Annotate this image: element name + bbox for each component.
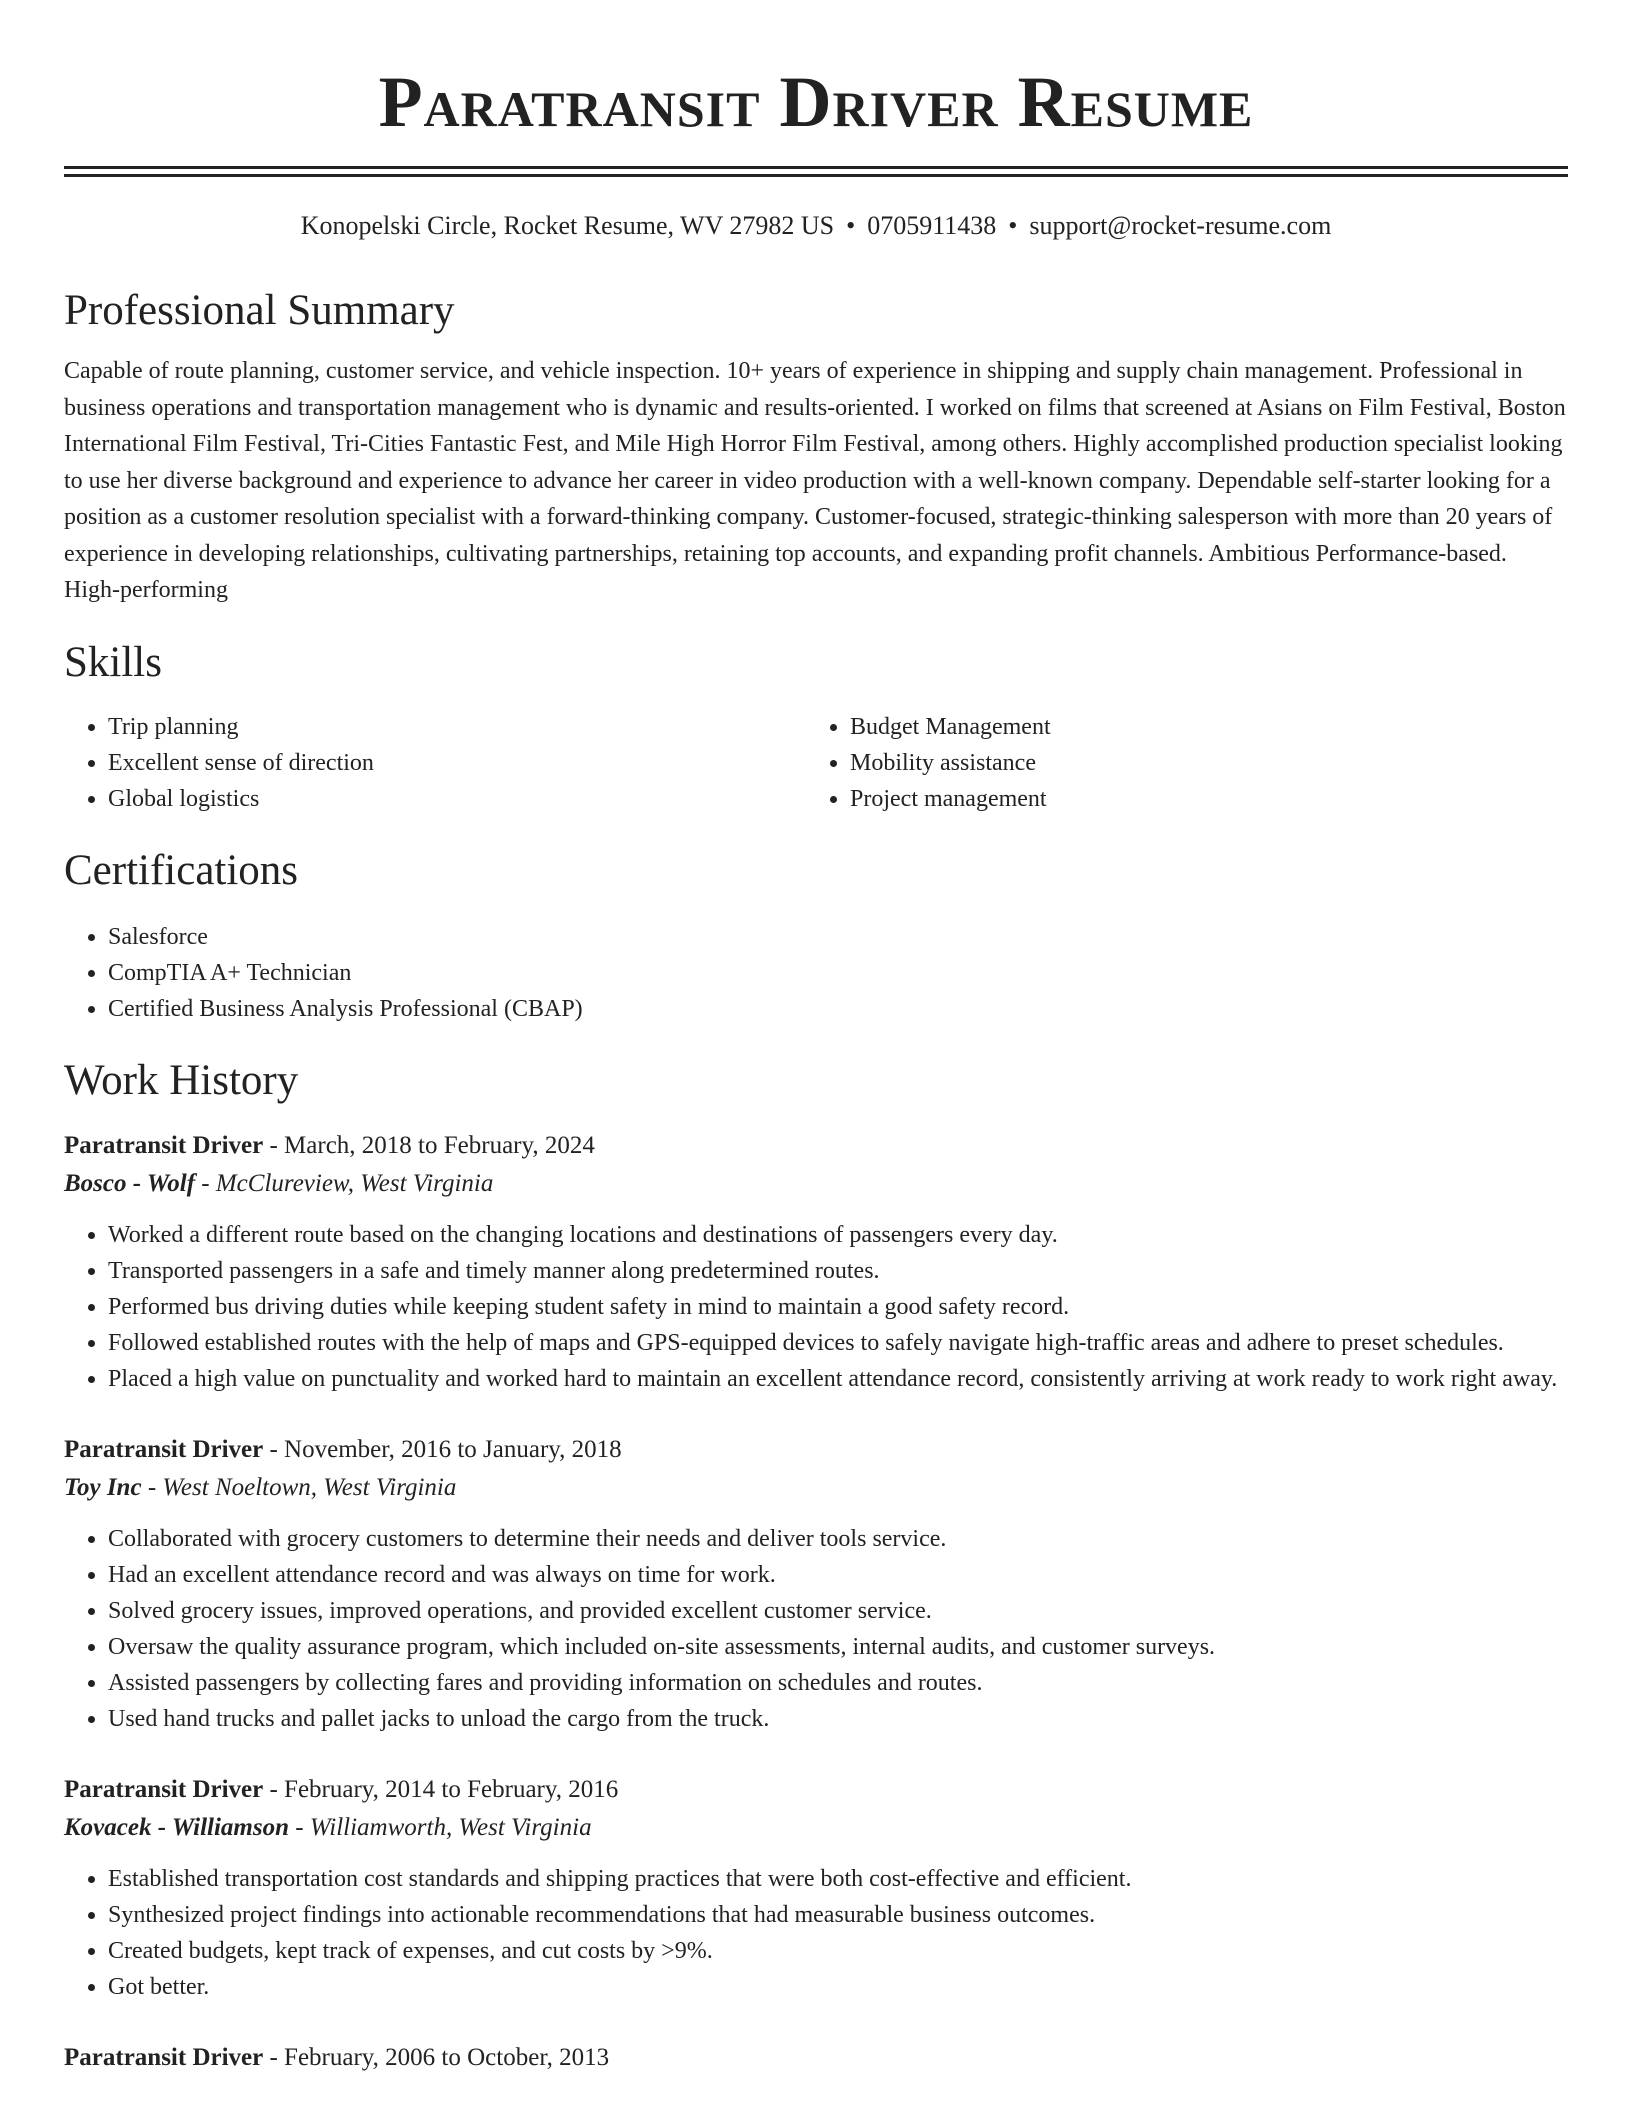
job-duty: • Placed a high value on punctuality and worked hard to maintain an excellent attendance record, consistently arriving at work ready to work right away. <box>108 1361 1568 1397</box>
contact-address: Konopelski Circle, Rocket Resume, WV 27982 US <box>300 211 835 240</box>
summary-text: Capable of route planning, customer service, and vehicle inspection. 10+ years of experience in shipping and supply chain management. Professional in business operations and transportation management who is dynamic and results-oriented. I worked on films that screened at Asians on Film Festival, Boston International Film Festival, Tri-Cities Fantastic Fest, and Mile High Horror Film Festival, among others. Highly accomplished production specialist looking to use her diverse background and experience to advance her career in video production with a well-known company. Dependable self-starter looking for a position as a customer resolution specialist with a forward-thinking company. Customer-focused, strategic-thinking salesperson with more than 20 years of experience in developing relationships, cultivating partnerships, retaining top accounts, and expanding profit channels. Ambitious Performance-based. High-performing <box>64 358 1566 603</box>
job-duty: • Solved grocery issues, improved operations, and provided excellent customer service. <box>108 1593 1568 1629</box>
skill-item: • Trip planning <box>108 709 806 745</box>
certifications-list <box>64 919 1568 1027</box>
skill-item: • Mobility assistance <box>850 745 1548 781</box>
job-company-line <box>64 1809 1568 1847</box>
skill-item: • Project management <box>850 781 1548 817</box>
contact-email[interactable]: support@rocket-resume.com <box>1029 211 1332 240</box>
job-location: - West Noeltown, West Virginia <box>141 1473 457 1501</box>
certification-item: • Certified Business Analysis Professional (CBAP) <box>108 991 1568 1027</box>
job-duty: • Collaborated with grocery customers to determine their needs and deliver tools service. <box>108 1521 1568 1557</box>
job-duty: • Performed bus driving duties while keeping student safety in mind to maintain a good safety record. <box>108 1289 1568 1325</box>
skill-item: • Global logistics <box>108 781 806 817</box>
contact-separator: • <box>846 211 856 240</box>
page-title: Paratransit Driver Resume <box>378 62 1254 142</box>
job-duties <box>64 1521 1568 1737</box>
contact-phone: 0705911438 <box>867 211 997 240</box>
skills-heading: Skills <box>64 638 162 686</box>
certifications-heading: Certifications <box>64 846 299 894</box>
job-location: - Williamworth, West Virginia <box>289 1813 592 1841</box>
job-company: Bosco - Wolf <box>64 1169 196 1197</box>
job-title-line <box>64 1127 1568 1165</box>
summary-heading: Professional Summary <box>64 287 455 334</box>
job-duty: • Synthesized project findings into actionable recommendations that had measurable business outcomes. <box>108 1897 1568 1933</box>
job-duty: • Created budgets, kept track of expenses, and cut costs by >9%. <box>108 1933 1568 1969</box>
job-title-line <box>64 1431 1568 1469</box>
contact-line <box>64 209 1568 243</box>
job-company: Kovacek - Williamson <box>64 1813 289 1841</box>
job-title: Paratransit Driver <box>64 2043 264 2071</box>
skills-column-left <box>64 709 806 817</box>
contact-separator: • <box>1008 211 1018 240</box>
job-title-line <box>64 1771 1568 1809</box>
job-company-line <box>64 1469 1568 1507</box>
job-duty: • Used hand trucks and pallet jacks to unload the cargo from the truck. <box>108 1701 1568 1737</box>
job-dates: - March, 2018 to February, 2024 <box>263 1131 595 1159</box>
certification-item: • CompTIA A+ Technician <box>108 955 1568 991</box>
skill-item: • Excellent sense of direction <box>108 745 806 781</box>
job-entry <box>64 1127 1568 1397</box>
job-duties <box>64 1861 1568 2005</box>
job-entry <box>64 1771 1568 2005</box>
skills-grid <box>64 709 1568 817</box>
resume-page <box>64 0 1568 2077</box>
job-entry <box>64 2039 1568 2077</box>
job-dates: - February, 2014 to February, 2016 <box>263 1775 619 1803</box>
job-title-line <box>64 2039 1568 2077</box>
job-title: Paratransit Driver <box>64 1775 264 1803</box>
work-history-heading: Work History <box>64 1056 299 1104</box>
skill-item: • Budget Management <box>850 709 1548 745</box>
job-duty: • Had an excellent attendance record and was always on time for work. <box>108 1557 1568 1593</box>
job-entry <box>64 1431 1568 1737</box>
title-divider <box>64 166 1568 177</box>
job-title: Paratransit Driver <box>64 1131 264 1159</box>
job-duty: • Worked a different route based on the changing locations and destinations of passengers every day. <box>108 1217 1568 1253</box>
job-dates: - November, 2016 to January, 2018 <box>263 1435 622 1463</box>
job-duty: • Established transportation cost standards and shipping practices that were both cost-effective and efficient. <box>108 1861 1568 1897</box>
certification-item: • Salesforce <box>108 919 1568 955</box>
job-duties <box>64 1217 1568 1397</box>
job-title: Paratransit Driver <box>64 1435 264 1463</box>
job-duty: • Followed established routes with the help of maps and GPS-equipped devices to safely navigate high-traffic areas and adhere to preset schedules. <box>108 1325 1568 1361</box>
job-duty: • Transported passengers in a safe and timely manner along predetermined routes. <box>108 1253 1568 1289</box>
job-location: - McClureview, West Virginia <box>195 1169 494 1197</box>
job-dates: - February, 2006 to October, 2013 <box>263 2043 610 2071</box>
job-company-line <box>64 1165 1568 1203</box>
job-company: Toy Inc <box>64 1473 142 1501</box>
job-duty: • Oversaw the quality assurance program, which included on-site assessments, internal audits, and customer surveys. <box>108 1629 1568 1665</box>
skills-column-right <box>806 709 1548 817</box>
job-duty: • Got better. <box>108 1969 1568 2005</box>
job-duty: • Assisted passengers by collecting fares and providing information on schedules and routes. <box>108 1665 1568 1701</box>
